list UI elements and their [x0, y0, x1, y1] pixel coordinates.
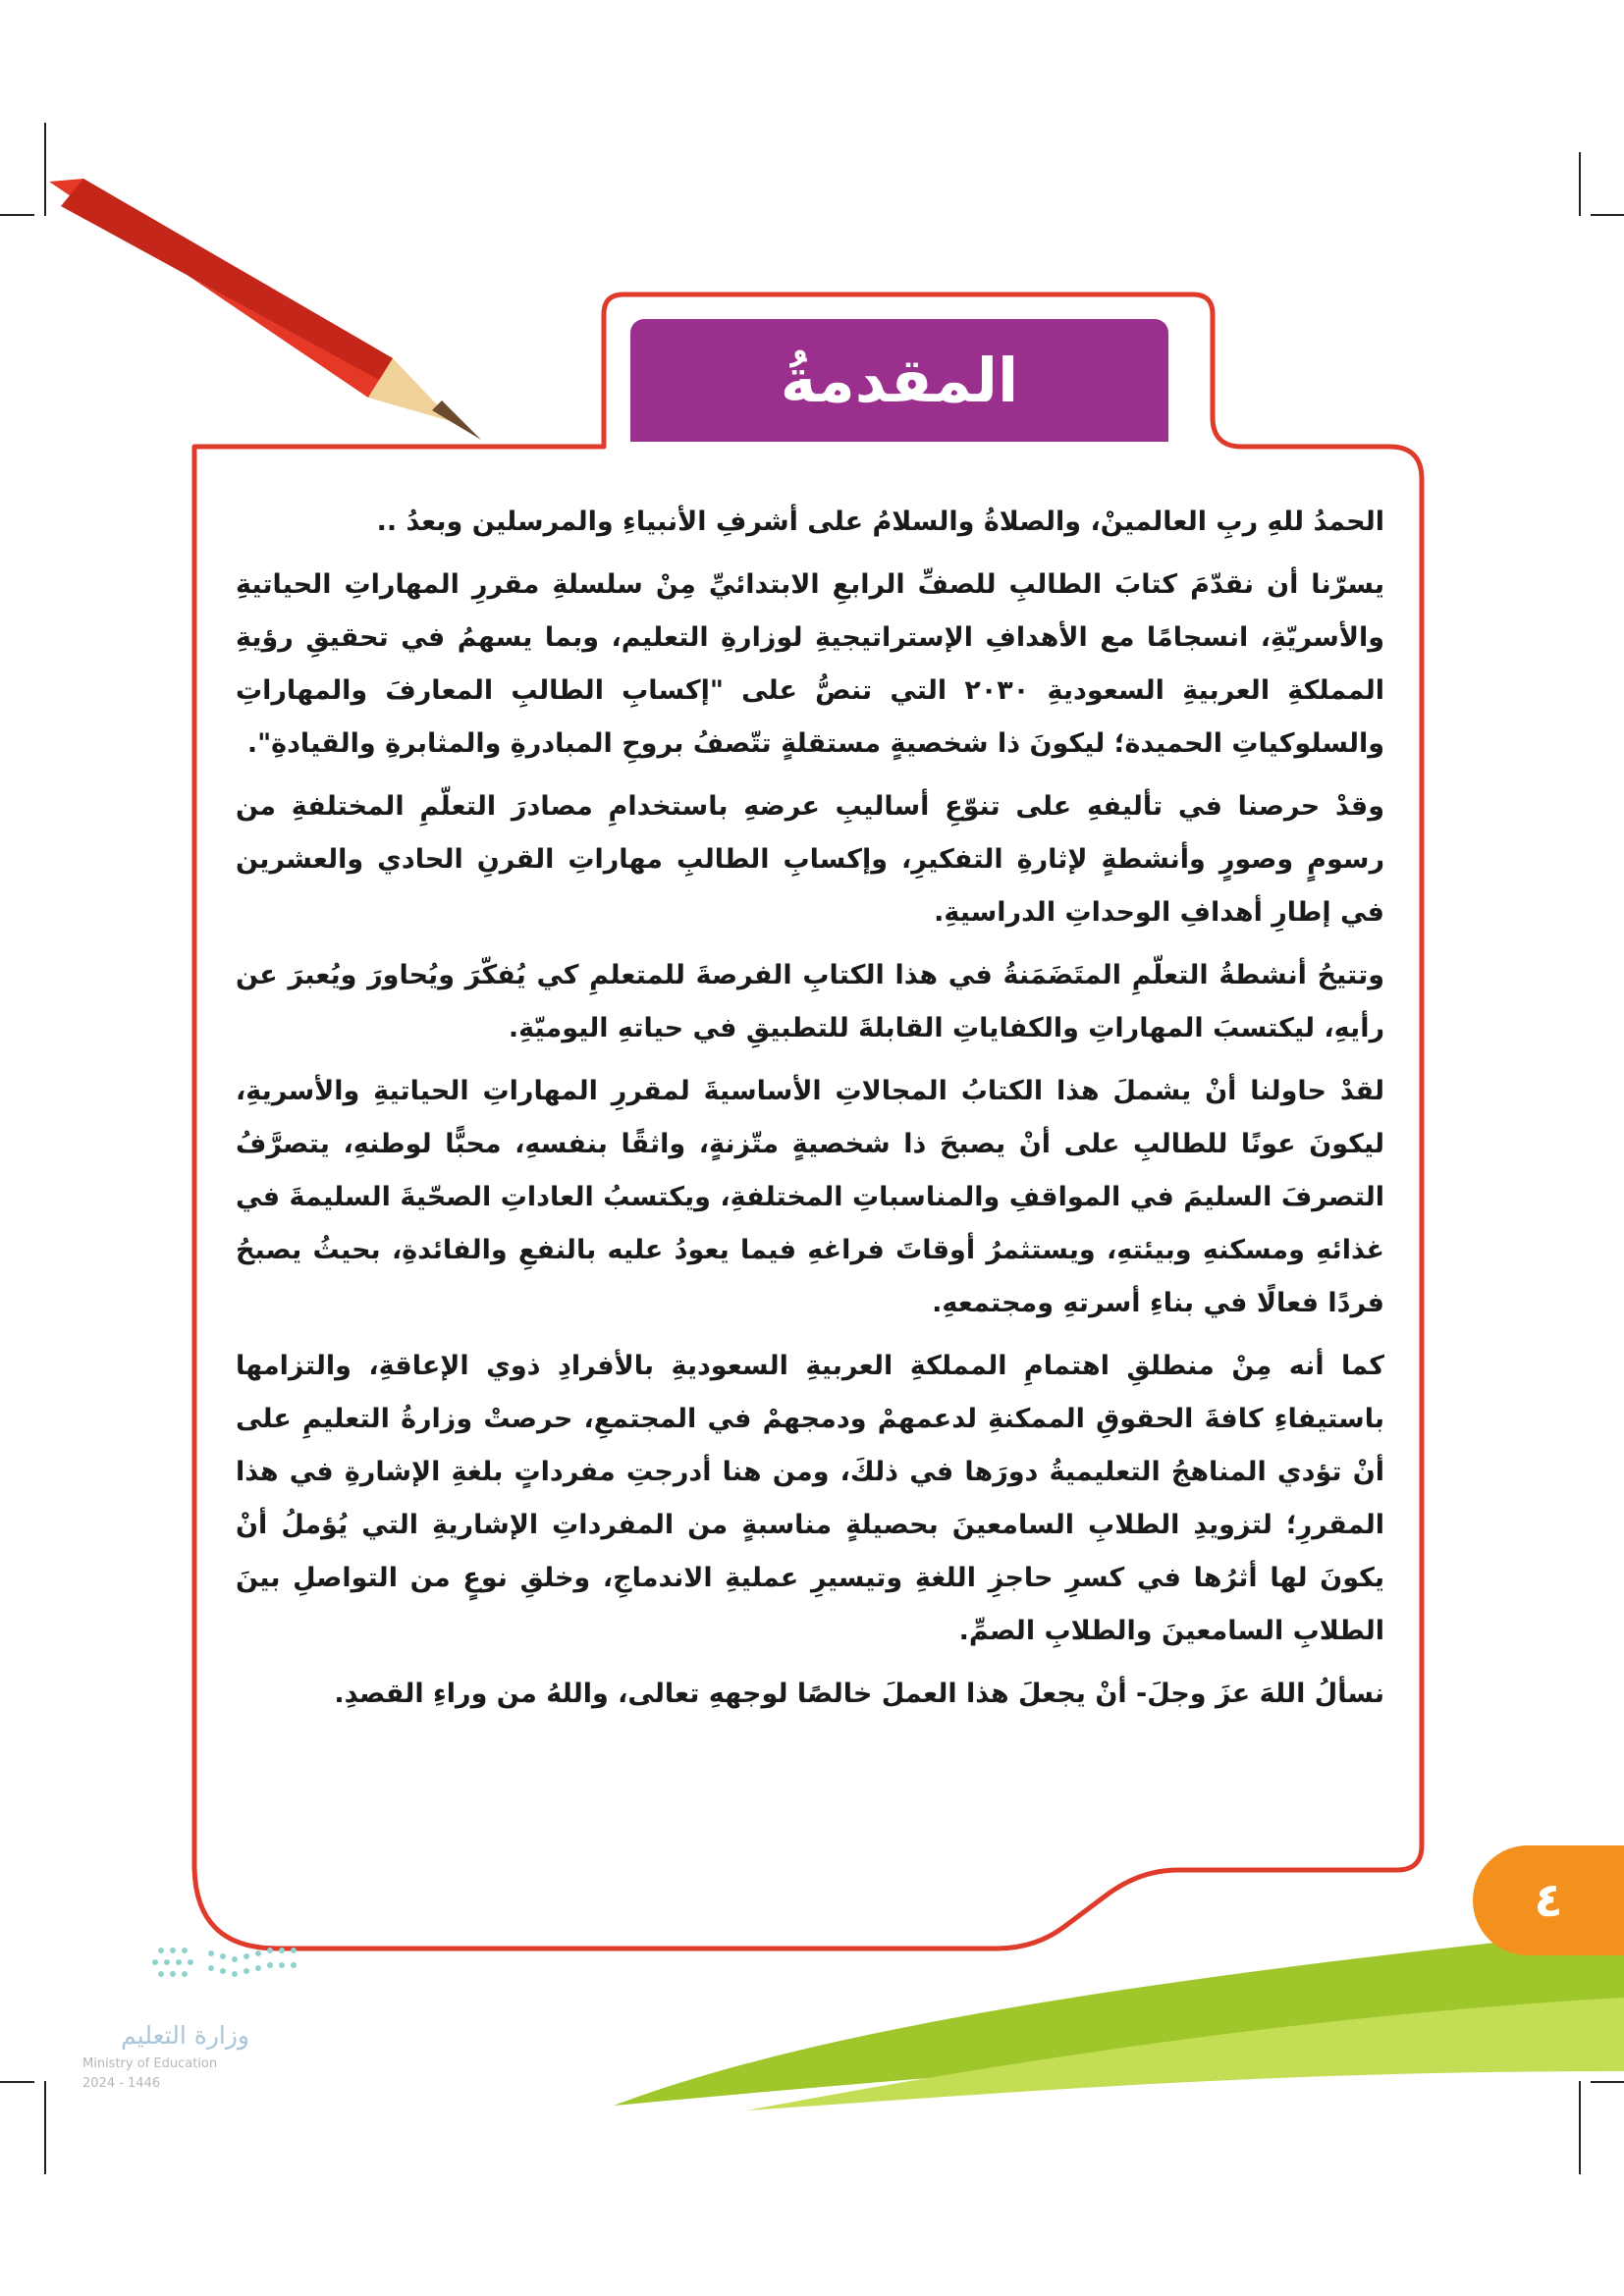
paragraph-sign-language: كما أنه مِنْ منطلقِ اهتمامِ المملكةِ العربيةِ السعوديةِ بالأفرادِ ذوي الإعاقةِ، والتزامها باستيفاءِ كافةَ الحقوقِ الممكنةِ لدعمهمْ ودمجهمْ في المجتمعِ، حرصتْ وزارةُ التعليمِ على أنْ تؤدي المناهجُ التعليميةُ دورَها في ذلكَ، ومن هنا أدرجتِ مفرداتٍ بلغةِ الإشارةِ في هذا المقررِ؛ لتزويدِ الطلابِ السامعينَ بحصيلةٍ مناسبةٍ من المفرداتِ الإشاريةِ التي يُؤملُ أنْ يكونَ لها أثرُها في كسرِ حاجزِ اللغةِ وتيسيرِ عمليةِ الاندماجِ، وخلقِ نوعٍ من التواصلِ بينَ الطلابِ السامعينَ والطلابِ الصمِّ.: [236, 1351, 1384, 1646]
pencil-icon: [49, 179, 481, 440]
introduction-body: [236, 496, 1384, 1731]
ministry-name-ar: وزارة التعليم: [121, 2021, 249, 2050]
paragraph-closing: نسألُ اللهَ عزَ وجلَ- أنْ يجعلَ هذا العملَ خالصًا لوجههِ تعالى، واللهُ من وراءِ القصدِ.: [334, 1679, 1384, 1709]
page-title: المقدمةُ: [630, 319, 1168, 442]
paragraph-domains: لقدْ حاولنا أنْ يشملَ هذا الكتابُ المجالاتِ الأساسيةَ لمقررِ المهاراتِ الحياتيةِ والأسريةِ، ليكونَ عونًا للطالبِ على أنْ يصبحَ ذا شخصيةٍ متّزنةٍ، واثقًا بنفسهِ، محبًّا لوطنهِ، يتصرَّفُ التصرفَ السليمَ في المواقفِ والمناسباتِ المختلفةِ، ويكتسبُ العاداتِ الصحّيةَ السليمةَ في غذائهِ ومسكنهِ وبيئتهِ، ويستثمرُ أوقاتَ فراغهِ فيما يعودُ عليه بالنفعِ والفائدةِ، بحيثُ يصبحُ فردًا فعالًا في بناءِ أسرتهِ ومجتمعهِ.: [236, 1076, 1384, 1318]
page-number: ٤: [1473, 1845, 1624, 1955]
ministry-name-en: Ministry of Education: [82, 2056, 218, 2071]
green-leaf-decoration: [614, 1929, 1624, 2110]
ministry-logo-icon: [152, 1948, 297, 1977]
edition-year: 2024 - 1446: [82, 2076, 161, 2091]
paragraph-activities: وتتيحُ أنشطةُ التعلّمِ المتَضَمَنةُ في هذا الكتابِ الفرصةَ للمتعلمِ كي يُفكّرَ ويُحاورَ ويُعبرَ عن رأيهِ، ليكتسبَ المهاراتِ والكفاياتِ القابلةَ للتطبيقِ في حياتهِ اليوميّةِ.: [236, 960, 1384, 1043]
paragraph-book-purpose: يسرّنا أن نقدّمَ كتابَ الطالبِ للصفِّ الرابعِ الابتدائيِّ مِنْ سلسلةِ مقررِ المهاراتِ الحياتيةِ والأسريّةِ، انسجامًا مع الأهدافِ الإستراتيجيةِ لوزارةِ التعليم، وبما يسهمُ في تحقيقِ رؤيةِ المملكةِ العربيةِ السعوديةِ ٢٠٣٠ التي تنصُّ على "إكسابِ الطالبِ المعارفَ والمهاراتِ والسلوكياتِ الحميدة؛ ليكونَ ذا شخصيةٍ مستقلةٍ تتّصفُ بروحِ المبادرةِ والمثابرةِ والقيادةِ".: [236, 569, 1384, 759]
paragraph-greeting: الحمدُ للهِ ربِ العالمينْ، والصلاةُ والسلامُ على أشرفِ الأنبياءِ والمرسلين وبعدُ ..: [376, 507, 1384, 537]
paragraph-methods: وقدْ حرصنا في تأليفهِ على تنوّعِ أساليبِ عرضهِ باستخدامِ مصادرَ التعلّمِ المختلفةِ من رسومٍ وصورٍ وأنشطةٍ لإثارةِ التفكيرِ، وإكسابِ الطالبِ مهاراتِ القرنِ الحادي والعشرين في إطارِ أهدافِ الوحداتِ الدراسيةِ.: [236, 791, 1384, 928]
